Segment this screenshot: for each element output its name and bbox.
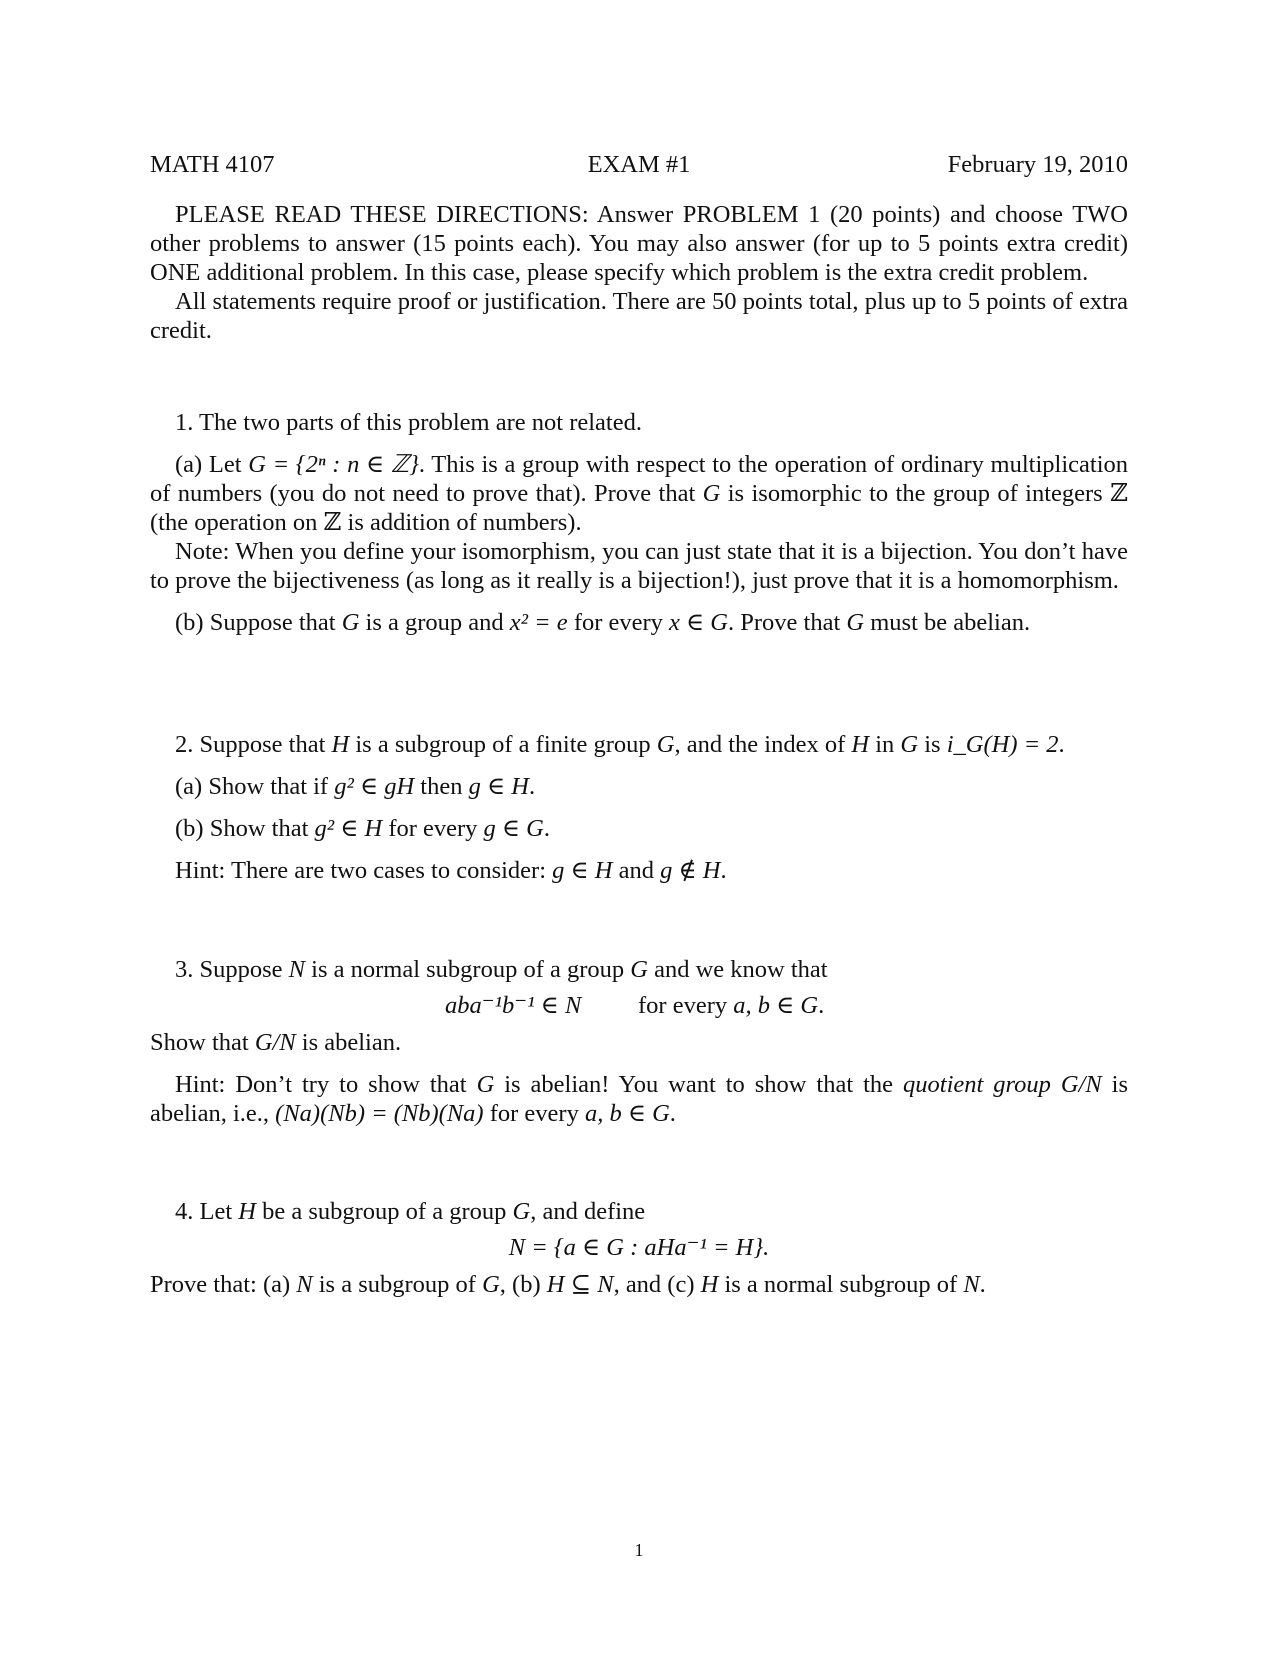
problem-4-prove bbox=[150, 1270, 1128, 1299]
problem-3 bbox=[150, 955, 1128, 1128]
math: G/N bbox=[254, 1029, 296, 1056]
problem-3-statement bbox=[150, 955, 1128, 984]
text: is addition of numbers). bbox=[341, 509, 582, 536]
text: . This is a group with respect to the operation of ordinary multiplication of numbers (you do not need to prove that). Prove that bbox=[150, 451, 1128, 507]
text: be a subgroup of a group bbox=[255, 1198, 513, 1225]
text: . bbox=[818, 992, 825, 1019]
math: a, b ∈ G bbox=[584, 1100, 670, 1127]
text: (b) Suppose that bbox=[175, 609, 342, 636]
math: g² ∈ H bbox=[314, 815, 383, 842]
math: H ⊆ N bbox=[546, 1271, 614, 1298]
emphasis: quotient group bbox=[903, 1071, 1051, 1098]
page-number: 1 bbox=[634, 1540, 644, 1560]
problem-2-part-a bbox=[150, 772, 1128, 801]
math: G bbox=[476, 1071, 495, 1098]
text: 3. Suppose bbox=[175, 956, 289, 983]
display-math: aba⁻¹b⁻¹ ∈ N bbox=[445, 992, 582, 1019]
text: must be abelian. bbox=[864, 609, 1031, 636]
text: is abelian, i.e., bbox=[150, 1071, 1129, 1127]
text: 2. Suppose that bbox=[175, 731, 332, 758]
math: g ∉ H bbox=[660, 857, 721, 884]
text: is a group and bbox=[359, 609, 510, 636]
problem-1-part-a bbox=[150, 450, 1128, 537]
math: x² = e bbox=[509, 609, 568, 636]
problem-1-note: Note: When you define your isomorphism, you can just state that it is a bijection. You don’t have to prove the bijectiveness (as long as it really is a bijection!), just prove that it is a homomorphism. bbox=[150, 538, 1128, 594]
math: H bbox=[331, 731, 350, 758]
text: is isomorphic to the group of integers bbox=[720, 480, 1111, 507]
text: and we know that bbox=[647, 956, 828, 983]
problem-3-show bbox=[150, 1028, 1128, 1057]
text: . bbox=[1058, 731, 1065, 758]
text: . bbox=[669, 1100, 676, 1127]
math: G bbox=[900, 731, 919, 758]
math: G bbox=[656, 731, 675, 758]
directions-paragraph-2: All statements require proof or justification. There are 50 points total, plus up to 5 points of extra credit. bbox=[150, 288, 1128, 344]
text: for every bbox=[638, 992, 734, 1019]
math: g² ∈ gH bbox=[334, 773, 415, 800]
math-index: i_G(H) = 2 bbox=[946, 731, 1059, 758]
math: G bbox=[482, 1271, 500, 1298]
math: H bbox=[238, 1198, 256, 1225]
math: N bbox=[963, 1271, 980, 1298]
problem-4 bbox=[150, 1197, 1128, 1299]
text: (a) Show that if bbox=[175, 773, 335, 800]
math: H bbox=[851, 731, 870, 758]
text: is abelian. bbox=[295, 1029, 402, 1056]
problem-2-statement bbox=[150, 730, 1128, 759]
display-math: N = {a ∈ G : aHa⁻¹ = H}. bbox=[508, 1234, 770, 1261]
math: a, b ∈ G bbox=[733, 992, 819, 1019]
exam-title: EXAM #1 bbox=[587, 151, 691, 178]
text: Hint: Don’t try to show that bbox=[175, 1071, 477, 1098]
text: for every bbox=[567, 609, 670, 636]
text: for every bbox=[382, 815, 484, 842]
math: N bbox=[296, 1271, 313, 1298]
text: then bbox=[414, 773, 469, 800]
text: Prove that: (a) bbox=[150, 1271, 297, 1298]
math-set-g: G = {2ⁿ : n ∈ ℤ} bbox=[248, 451, 419, 478]
problem-4-display-equation bbox=[150, 1233, 1128, 1263]
text: is bbox=[918, 731, 947, 758]
text: . Prove that bbox=[728, 609, 847, 636]
math: (Na)(Nb) = (Nb)(Na) bbox=[275, 1100, 484, 1127]
course-code: MATH 4107 bbox=[150, 151, 275, 178]
math: g ∈ H bbox=[468, 773, 529, 800]
text: 4. Let bbox=[175, 1198, 239, 1225]
math: G bbox=[341, 609, 360, 636]
text: Hint: There are two cases to consider: bbox=[175, 857, 553, 884]
text: . bbox=[543, 815, 551, 842]
math-g: G bbox=[702, 480, 721, 507]
text: . bbox=[720, 857, 727, 884]
problem-2 bbox=[150, 730, 1128, 885]
text: and bbox=[612, 857, 661, 884]
problem-2-part-b bbox=[150, 814, 1128, 843]
text: . bbox=[979, 1271, 986, 1298]
math: x ∈ G bbox=[669, 609, 728, 636]
math-integers: ℤ bbox=[323, 509, 342, 536]
problem-3-hint bbox=[150, 1070, 1128, 1128]
math: G bbox=[512, 1198, 531, 1225]
exam-header bbox=[150, 150, 1128, 182]
math: G bbox=[846, 609, 865, 636]
text: , and the index of bbox=[674, 731, 852, 758]
problem-1 bbox=[150, 408, 1128, 637]
text: is a normal subgroup of bbox=[718, 1271, 964, 1298]
text: is a subgroup of bbox=[312, 1271, 483, 1298]
text: in bbox=[869, 731, 901, 758]
math-integers: ℤ bbox=[1110, 480, 1128, 507]
text: , (b) bbox=[499, 1271, 547, 1298]
problem-4-statement bbox=[150, 1197, 1128, 1226]
directions-paragraph-1: PLEASE READ THESE DIRECTIONS: Answer PROBLEM 1 (20 points) and choose TWO other problems to answer (15 points each). You may also answer (for up to 5 points extra credit) ONE additional problem. In this case, please specify which problem is the extra credit problem. bbox=[150, 201, 1128, 286]
math: G/N bbox=[1060, 1071, 1102, 1098]
problem-3-display-equation bbox=[150, 991, 1128, 1021]
text: (b) Show that bbox=[175, 815, 315, 842]
exam-date: February 19, 2010 bbox=[947, 151, 1128, 178]
math: H bbox=[700, 1271, 719, 1298]
text: Show that bbox=[150, 1029, 255, 1056]
math: g ∈ G bbox=[483, 815, 544, 842]
text: . bbox=[528, 773, 536, 800]
math: N bbox=[288, 956, 306, 983]
text: is abelian! You want to show that the bbox=[494, 1071, 904, 1098]
directions bbox=[150, 200, 1128, 345]
text: for every bbox=[483, 1100, 585, 1127]
problem-1-part-b bbox=[150, 608, 1128, 637]
text: (a) Let bbox=[175, 451, 249, 478]
text: , and define bbox=[530, 1198, 646, 1225]
text: is a subgroup of a finite group bbox=[349, 731, 657, 758]
text: , and (c) bbox=[613, 1271, 701, 1298]
problem-1-intro: 1. The two parts of this problem are not related. bbox=[175, 409, 642, 436]
text: is a normal subgroup of a group bbox=[305, 956, 631, 983]
text: (the operation on bbox=[150, 509, 324, 536]
math: g ∈ H bbox=[552, 857, 613, 884]
problem-2-hint bbox=[150, 856, 1128, 885]
math: G bbox=[630, 956, 648, 983]
display-condition bbox=[638, 991, 824, 1020]
